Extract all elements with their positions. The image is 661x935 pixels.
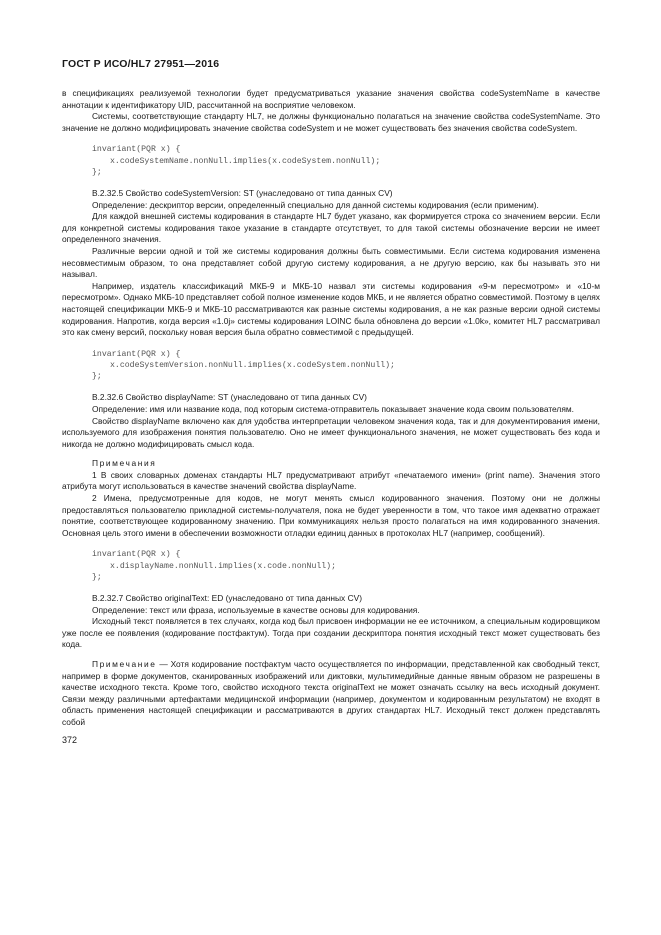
note-1: 1 В своих словарных доменах стандарты HL7 предусматривают атрибут «печатаемого имени» (print name). Значения этого атрибута могут использоваться в качестве значений свойства displayName. [62, 469, 600, 492]
note-text: — Хотя кодирование постфактум часто осуществляется по информации, представленной как свободный текст, например в форме документов, сканированных изображений или диктовки, мультимедийные данные явным образом не разрешены в качестве исходного текста. Кроме того, свойство исходного текста originalText не может означать ссылку на весь исходный документ. Связи между различными артефактами медицинской информации (например, документом и кодированным результатом) не входят в область применения настоящей спецификации и рассматриваются в других стандартах HL7. Исходный текст должен представлять собой [62, 659, 600, 727]
code-line: invariant(PQR x) { [92, 550, 181, 560]
section-heading-b2327: B.2.32.7 Свойство originalText: ED (унаследовано от типа данных CV) [92, 593, 362, 604]
code-block-2 [92, 349, 600, 383]
code-line: x.displayName.nonNull.implies(x.code.nonNull); [110, 561, 337, 571]
body-paragraph: Например, издатель классификаций МКБ-9 и МКБ-10 назвал эти системы кодирования «9-м пересмотром» и «10-м пересмотром». Однако МКБ-10 представляет собой полное изменение кодов МКБ, и не является обратно совместимой. Поэтому в целях настоящей спецификации МКБ-9 и МКБ-10 рассматриваются как разные системы кодирования, а не как разные версии одной системы кодирования. Напротив, когда версия «1.0j» системы кодирования LOINC была обновлена до версии «1.0k», комитет HL7 рассматривал это как смену версий, поскольку новая версия была обратно совместимой с предыдущей. [62, 280, 600, 338]
page-number: 372 [62, 734, 78, 745]
section-heading-b2325: B.2.32.5 Свойство codeSystemVersion: ST (унаследовано от типа данных CV) [92, 187, 393, 198]
code-line: x.codeSystemVersion.nonNull.implies(x.codeSystem.nonNull); [110, 360, 395, 370]
page-header: ГОСТ Р ИСО/HL7 27951—2016 [62, 58, 220, 70]
notes-label: Примечания [92, 458, 157, 469]
document-page [62, 58, 600, 745]
section-heading-b2326: B.2.32.6 Свойство displayName: ST (унаследовано от типа данных CV) [92, 392, 367, 403]
definition-paragraph: Определение: текст или фраза, используемые в качестве основы для кодирования. [92, 604, 420, 615]
intro-paragraph-1: в спецификациях реализуемой технологии будет предусматриваться указание значения свойства codeSystemName в качестве аннотации к идентификатору UID, рассчитанной на восприятие человеком. [62, 88, 600, 110]
intro-paragraph-2: Системы, соответствующие стандарту HL7, не должны функционально полагаться на значение свойства codeSystemName. Это значение не должно модифицировать значение свойства codeSystem и не может существовать без значения свойства codeSystem. [62, 111, 600, 133]
body-paragraph: Для каждой внешней системы кодирования в стандарте HL7 будет указано, как формируется строка со значением версии. Если для конкретной системы кодирования такое указание в стандарте отсутствует, то для такой системы обозначение версии не имеет определенного значения. [62, 211, 600, 245]
body-paragraph: Различные версии одной и той же системы кодирования должны быть совместимыми. Если система кодирования изменена несовместимым образом, то она представляет собой другую систему кодирования, а не другую версию, как бы называть это ни называл. [62, 245, 600, 280]
note-label: Примечание [92, 659, 157, 670]
code-line: invariant(PQR x) { [92, 145, 181, 155]
code-line: }; [92, 167, 102, 177]
code-block-1 [92, 144, 600, 178]
code-line: invariant(PQR x) { [92, 349, 181, 359]
note-paragraph [62, 659, 600, 729]
code-line: }; [92, 372, 102, 382]
code-line: }; [92, 572, 102, 582]
definition-paragraph: Определение: имя или название кода, под которым система-отправитель показывает значение кода своим пользователям. [92, 403, 574, 414]
code-line: x.codeSystemName.nonNull.implies(x.codeSystem.nonNull); [110, 156, 381, 166]
body-paragraph: Свойство displayName включено как для удобства интерпретации человеком значения кода, так и для документирования имени, используемого для изображения понятия пользователю. Оно не имеет функционального значения, не может существовать без кода и никогда не должно модифицировать смысл кода. [62, 415, 600, 449]
note-2: 2 Имена, предусмотренные для кодов, не могут менять смысл кодированного значения. Поэтому они не должны предоставляться пользователю прикладной системы-получателя, пока не будет уверенности в том, что такое имя адекватно отражает понятие, соответствующее кодированному значению. При коммуникациях нельзя просто полагаться на имя кодированного значения. Основная цель этого имени в обеспечении возможности отладки единиц данных в протоколах HL7 (например, сообщений). [62, 493, 600, 538]
code-block-3 [92, 549, 600, 583]
body-paragraph: Исходный текст появляется в тех случаях, когда код был присвоен информации не ее источником, а специальным кодировщиком уже после ее появления (кодирование постфактум). Тогда при создании дескриптора понятия исходный текст может существовать без кода. [62, 616, 600, 650]
definition-paragraph: Определение: дескриптор версии, определенный специально для данной системы кодирования (если применим). [92, 199, 539, 210]
